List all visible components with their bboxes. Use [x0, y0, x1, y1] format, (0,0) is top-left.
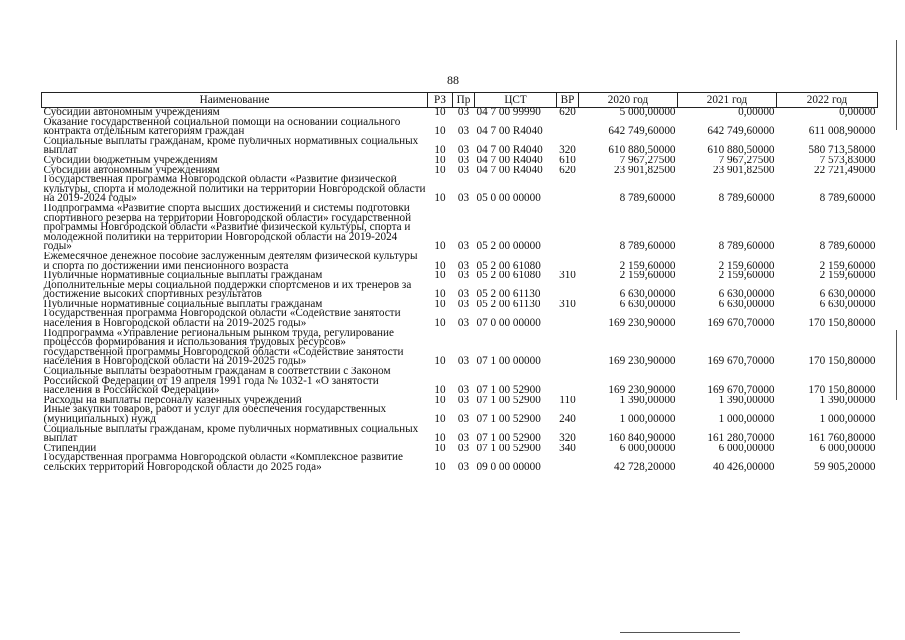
cell-vr: [557, 329, 579, 367]
cell-name: Социальные выплаты гражданам, кроме публичных нормативных социальных выплат: [43, 424, 419, 444]
cell-pr: 03: [457, 413, 470, 425]
cell-vr: [557, 175, 579, 204]
cell-rz: 10: [434, 395, 446, 406]
cell-2021: 6 630,00000: [718, 288, 775, 300]
cell-2022: 59 905,20000: [813, 460, 876, 473]
cell-2022: 0,00000: [839, 107, 876, 118]
cell-cst: 09 0 00 00000: [476, 460, 541, 473]
cell-vr: [557, 367, 579, 396]
header-pr: Пр: [453, 93, 475, 108]
table-row: [42, 137, 878, 156]
cell-pr: 03: [457, 165, 470, 176]
cell-name: Подпрограмма «Управление региональным рынком труда, регулирование процессов формирования и использования трудовых ресурсов» государственной программы Новгородской области «Содействие занятости населения в Новгородской области на 2019-2025 годы»: [43, 328, 404, 368]
table-row: [42, 309, 878, 328]
cell-rz: 10: [434, 413, 446, 425]
cell-cst: 05 2 00 61130: [476, 288, 541, 300]
cell-2022: 2 159,60000: [819, 259, 876, 272]
cell-rz: 10: [434, 192, 446, 204]
cell-rz: 10: [434, 288, 446, 300]
cell-name: Субсидии бюджетным учреждениям: [43, 155, 218, 166]
cell-rz: 10: [434, 144, 446, 156]
cell-2021: 169 670,70000: [707, 384, 775, 396]
cell-2022: 6 630,00000: [819, 299, 876, 310]
cell-cst: 04 7 00 R4040: [476, 144, 543, 156]
cell-2021: 8 789,60000: [718, 192, 775, 204]
cell-cst: 04 7 00 R4040: [476, 165, 543, 176]
table-row: [42, 425, 878, 444]
cell-2020: 8 789,60000: [619, 192, 676, 204]
cell-2022: 6 000,00000: [819, 443, 876, 454]
cell-cst: 07 0 00 00000: [476, 317, 541, 329]
cell-pr: 03: [457, 384, 470, 396]
cell-pr: 03: [457, 355, 470, 368]
cell-pr: 03: [457, 271, 470, 281]
cell-name: Социальные выплаты гражданам, кроме публичных нормативных социальных выплат: [43, 136, 419, 156]
cell-2021: 6 630,00000: [718, 299, 775, 310]
cell-pr: 03: [457, 240, 470, 252]
cell-vr: [557, 453, 579, 472]
cell-pr: 03: [457, 107, 470, 118]
cell-cst: 05 0 00 00000: [476, 192, 541, 204]
cell-vr: [557, 118, 579, 137]
cell-cst: 05 2 00 61080: [476, 259, 541, 272]
cell-cst: 07 1 00 52900: [476, 384, 541, 396]
scan-edge-mark: [896, 40, 897, 130]
header-2021: 2021 год: [678, 93, 777, 108]
cell-cst: 05 2 00 00000: [476, 240, 541, 252]
cell-name: Государственная программа Новгородской области «Содействие занятости населения в Новгородской области на 2019-2025 годы»: [43, 309, 401, 329]
cell-cst: 04 7 00 R4040: [476, 155, 543, 166]
cell-2021: 23 901,82500: [712, 165, 775, 176]
table-body: [42, 108, 878, 473]
table-row: [42, 444, 878, 454]
cell-2020: 7 967,27500: [619, 155, 676, 166]
cell-cst: 07 1 00 52900: [476, 443, 541, 454]
cell-rz: 10: [434, 443, 446, 454]
cell-cst: 05 2 00 61080: [476, 271, 541, 281]
cell-2022: 1 390,00000: [819, 395, 876, 406]
table-row: [42, 396, 878, 406]
cell-cst: 04 7 00 R4040: [476, 125, 543, 137]
cell-rz: 10: [434, 107, 446, 118]
cell-2021: 1 000,00000: [718, 413, 775, 425]
cell-2022: 170 150,80000: [808, 355, 876, 368]
cell-2020: 8 789,60000: [619, 240, 676, 252]
cell-vr: [557, 309, 579, 328]
table-row: [42, 204, 878, 252]
cell-rz: 10: [434, 240, 446, 252]
cell-2021: 169 670,70000: [707, 317, 775, 329]
header-name: Наименование: [42, 93, 428, 108]
cell-cst: 04 7 00 99990: [476, 107, 541, 118]
cell-name: Субсидии автономным учреждениям: [43, 165, 220, 176]
table-row: [42, 405, 878, 424]
cell-pr: 03: [457, 259, 470, 272]
cell-pr: 03: [457, 125, 470, 137]
table-row: [42, 108, 878, 118]
cell-vr: 320: [559, 144, 576, 156]
cell-pr: 03: [457, 288, 470, 300]
cell-2022: 22 721,49000: [813, 165, 876, 176]
cell-name: Дополнительные меры социальной поддержки спортсменов и их тренеров за достижение высоких спортивных результатов: [43, 280, 412, 300]
cell-2021: 2 159,60000: [718, 259, 775, 272]
cell-2022: 161 760,80000: [808, 432, 876, 444]
header-rz: РЗ: [428, 93, 453, 108]
cell-vr: 240: [559, 413, 576, 425]
cell-cst: 07 1 00 00000: [476, 355, 541, 368]
cell-rz: 10: [434, 271, 446, 281]
cell-2021: 6 000,00000: [718, 443, 775, 454]
cell-rz: 10: [434, 165, 446, 176]
cell-pr: 03: [457, 395, 470, 406]
table-row: [42, 329, 878, 367]
cell-vr: [557, 252, 579, 271]
cell-rz: 10: [434, 259, 446, 272]
cell-rz: 10: [434, 355, 446, 368]
cell-2022: 170 150,80000: [808, 317, 876, 329]
cell-cst: 07 1 00 52900: [476, 413, 541, 425]
header-2020: 2020 год: [579, 93, 678, 108]
cell-vr: 320: [559, 432, 576, 444]
cell-pr: 03: [457, 155, 470, 166]
header-2022: 2022 год: [777, 93, 878, 108]
cell-pr: 03: [457, 432, 470, 444]
cell-rz: 10: [434, 432, 446, 444]
cell-rz: 10: [434, 460, 446, 473]
table-row: [42, 367, 878, 396]
cell-2020: 1 000,00000: [619, 413, 676, 425]
cell-2021: 642 749,60000: [707, 125, 775, 137]
table-row: [42, 271, 878, 281]
cell-name: Государственная программа Новгородской области «Развитие физической культуры, спорта и молодежной политики на территории Новгородской области на 2019-2024 годы»: [43, 175, 426, 204]
scan-edge-mark: [896, 330, 897, 400]
cell-pr: 03: [457, 299, 470, 310]
cell-2021: 7 967,27500: [718, 155, 775, 166]
cell-2020: 169 230,90000: [608, 384, 676, 396]
cell-pr: 03: [457, 317, 470, 329]
table-row: [42, 300, 878, 310]
cell-cst: 07 1 00 52900: [476, 395, 541, 406]
table-row: [42, 453, 878, 472]
table-row: [42, 252, 878, 271]
table-header-row: [42, 93, 878, 108]
cell-2020: 5 000,00000: [619, 107, 676, 118]
cell-name: Иные закупки товаров, работ и услуг для обеспечения государственных (муниципальных) нужд: [43, 405, 387, 425]
cell-vr: 340: [559, 443, 576, 454]
table-row: [42, 156, 878, 166]
page-number: 88: [447, 73, 459, 87]
cell-2021: 8 789,60000: [718, 240, 775, 252]
cell-2022: 170 150,80000: [808, 384, 876, 396]
cell-2021: 169 670,70000: [707, 355, 775, 368]
cell-pr: 03: [457, 460, 470, 473]
cell-2020: 642 749,60000: [608, 125, 676, 137]
cell-name: Социальные выплаты безработным гражданам в соответствии с Законом Российской Федерации от 19 апреля 1991 года № 1032-1 «О занятости населения в Российской Федерации»: [43, 367, 391, 396]
cell-2020: 169 230,90000: [608, 355, 676, 368]
cell-vr: 610: [559, 155, 576, 166]
cell-pr: 03: [457, 192, 470, 204]
cell-2021: 0,00000: [738, 107, 775, 118]
cell-vr: 310: [559, 271, 576, 281]
cell-name: Государственная программа Новгородской области «Комплексное развитие сельских территорий Новгородской области до 2025 года»: [43, 453, 403, 473]
cell-2020: 169 230,90000: [608, 317, 676, 329]
table-row: [42, 166, 878, 176]
scan-edge-mark: [620, 632, 740, 633]
cell-2020: 42 728,20000: [613, 460, 676, 473]
cell-2022: 580 713,58000: [808, 144, 876, 156]
cell-cst: 07 1 00 52900: [476, 432, 541, 444]
cell-2022: 2 159,60000: [819, 271, 876, 281]
cell-rz: 10: [434, 125, 446, 137]
cell-vr: 310: [559, 299, 576, 310]
cell-2022: 7 573,83000: [819, 155, 876, 166]
cell-2022: 611 008,90000: [808, 125, 876, 137]
cell-rz: 10: [434, 384, 446, 396]
cell-name: Подпрограмма «Развитие спорта высших достижений и системы подготовки спортивного резерва на территории Новгородской области» государственной программы Новгородской области «Развитие физической культуры, спорта и молодежной политики на территории Новгородской области на 2019-2024 годы»: [43, 203, 412, 252]
table-row: [42, 175, 878, 204]
cell-vr: [557, 204, 579, 252]
cell-name: Оказание государственной социальной помощи на основании социального контракта отдельным категориям граждан: [43, 117, 401, 137]
cell-vr: [557, 281, 579, 300]
cell-2020: 6 630,00000: [619, 299, 676, 310]
cell-2022: 1 000,00000: [819, 413, 876, 425]
cell-2020: 6 630,00000: [619, 288, 676, 300]
cell-name: Субсидии автономным учреждениям: [43, 107, 220, 118]
cell-rz: 10: [434, 155, 446, 166]
cell-pr: 03: [457, 144, 470, 156]
cell-2020: 610 880,50000: [608, 144, 676, 156]
cell-2021: 610 880,50000: [707, 144, 775, 156]
cell-cst: 05 2 00 61130: [476, 299, 541, 310]
cell-name: Расходы на выплаты персоналу казенных учреждений: [43, 395, 302, 406]
cell-2022: 6 630,00000: [819, 288, 876, 300]
cell-2021: 161 280,70000: [707, 432, 775, 444]
cell-2021: 1 390,00000: [718, 395, 775, 406]
budget-table: [41, 92, 878, 473]
cell-name: Стипендии: [43, 443, 97, 454]
cell-vr: 620: [559, 107, 576, 118]
cell-rz: 10: [434, 299, 446, 310]
cell-vr: 620: [559, 165, 576, 176]
table-row: [42, 118, 878, 137]
header-cst: ЦСТ: [475, 93, 557, 108]
cell-2020: 2 159,60000: [619, 259, 676, 272]
cell-2022: 8 789,60000: [819, 192, 876, 204]
cell-2022: 8 789,60000: [819, 240, 876, 252]
cell-2021: 2 159,60000: [718, 271, 775, 281]
cell-vr: 110: [559, 395, 576, 406]
cell-name: Публичные нормативные социальные выплаты гражданам: [43, 299, 323, 310]
cell-2020: 160 840,90000: [608, 432, 676, 444]
cell-name: Публичные нормативные социальные выплаты гражданам: [43, 271, 323, 281]
cell-2021: 40 426,00000: [712, 460, 775, 473]
cell-2020: 6 000,00000: [619, 443, 676, 454]
cell-2020: 2 159,60000: [619, 271, 676, 281]
table-row: [42, 281, 878, 300]
cell-rz: 10: [434, 317, 446, 329]
cell-2020: 23 901,82500: [613, 165, 676, 176]
cell-pr: 03: [457, 443, 470, 454]
cell-2020: 1 390,00000: [619, 395, 676, 406]
cell-name: Ежемесячное денежное пособие заслуженным деятелям физической культуры и спорта по достижении ими пенсионного возраста: [43, 251, 418, 272]
header-vr: ВР: [557, 93, 579, 108]
